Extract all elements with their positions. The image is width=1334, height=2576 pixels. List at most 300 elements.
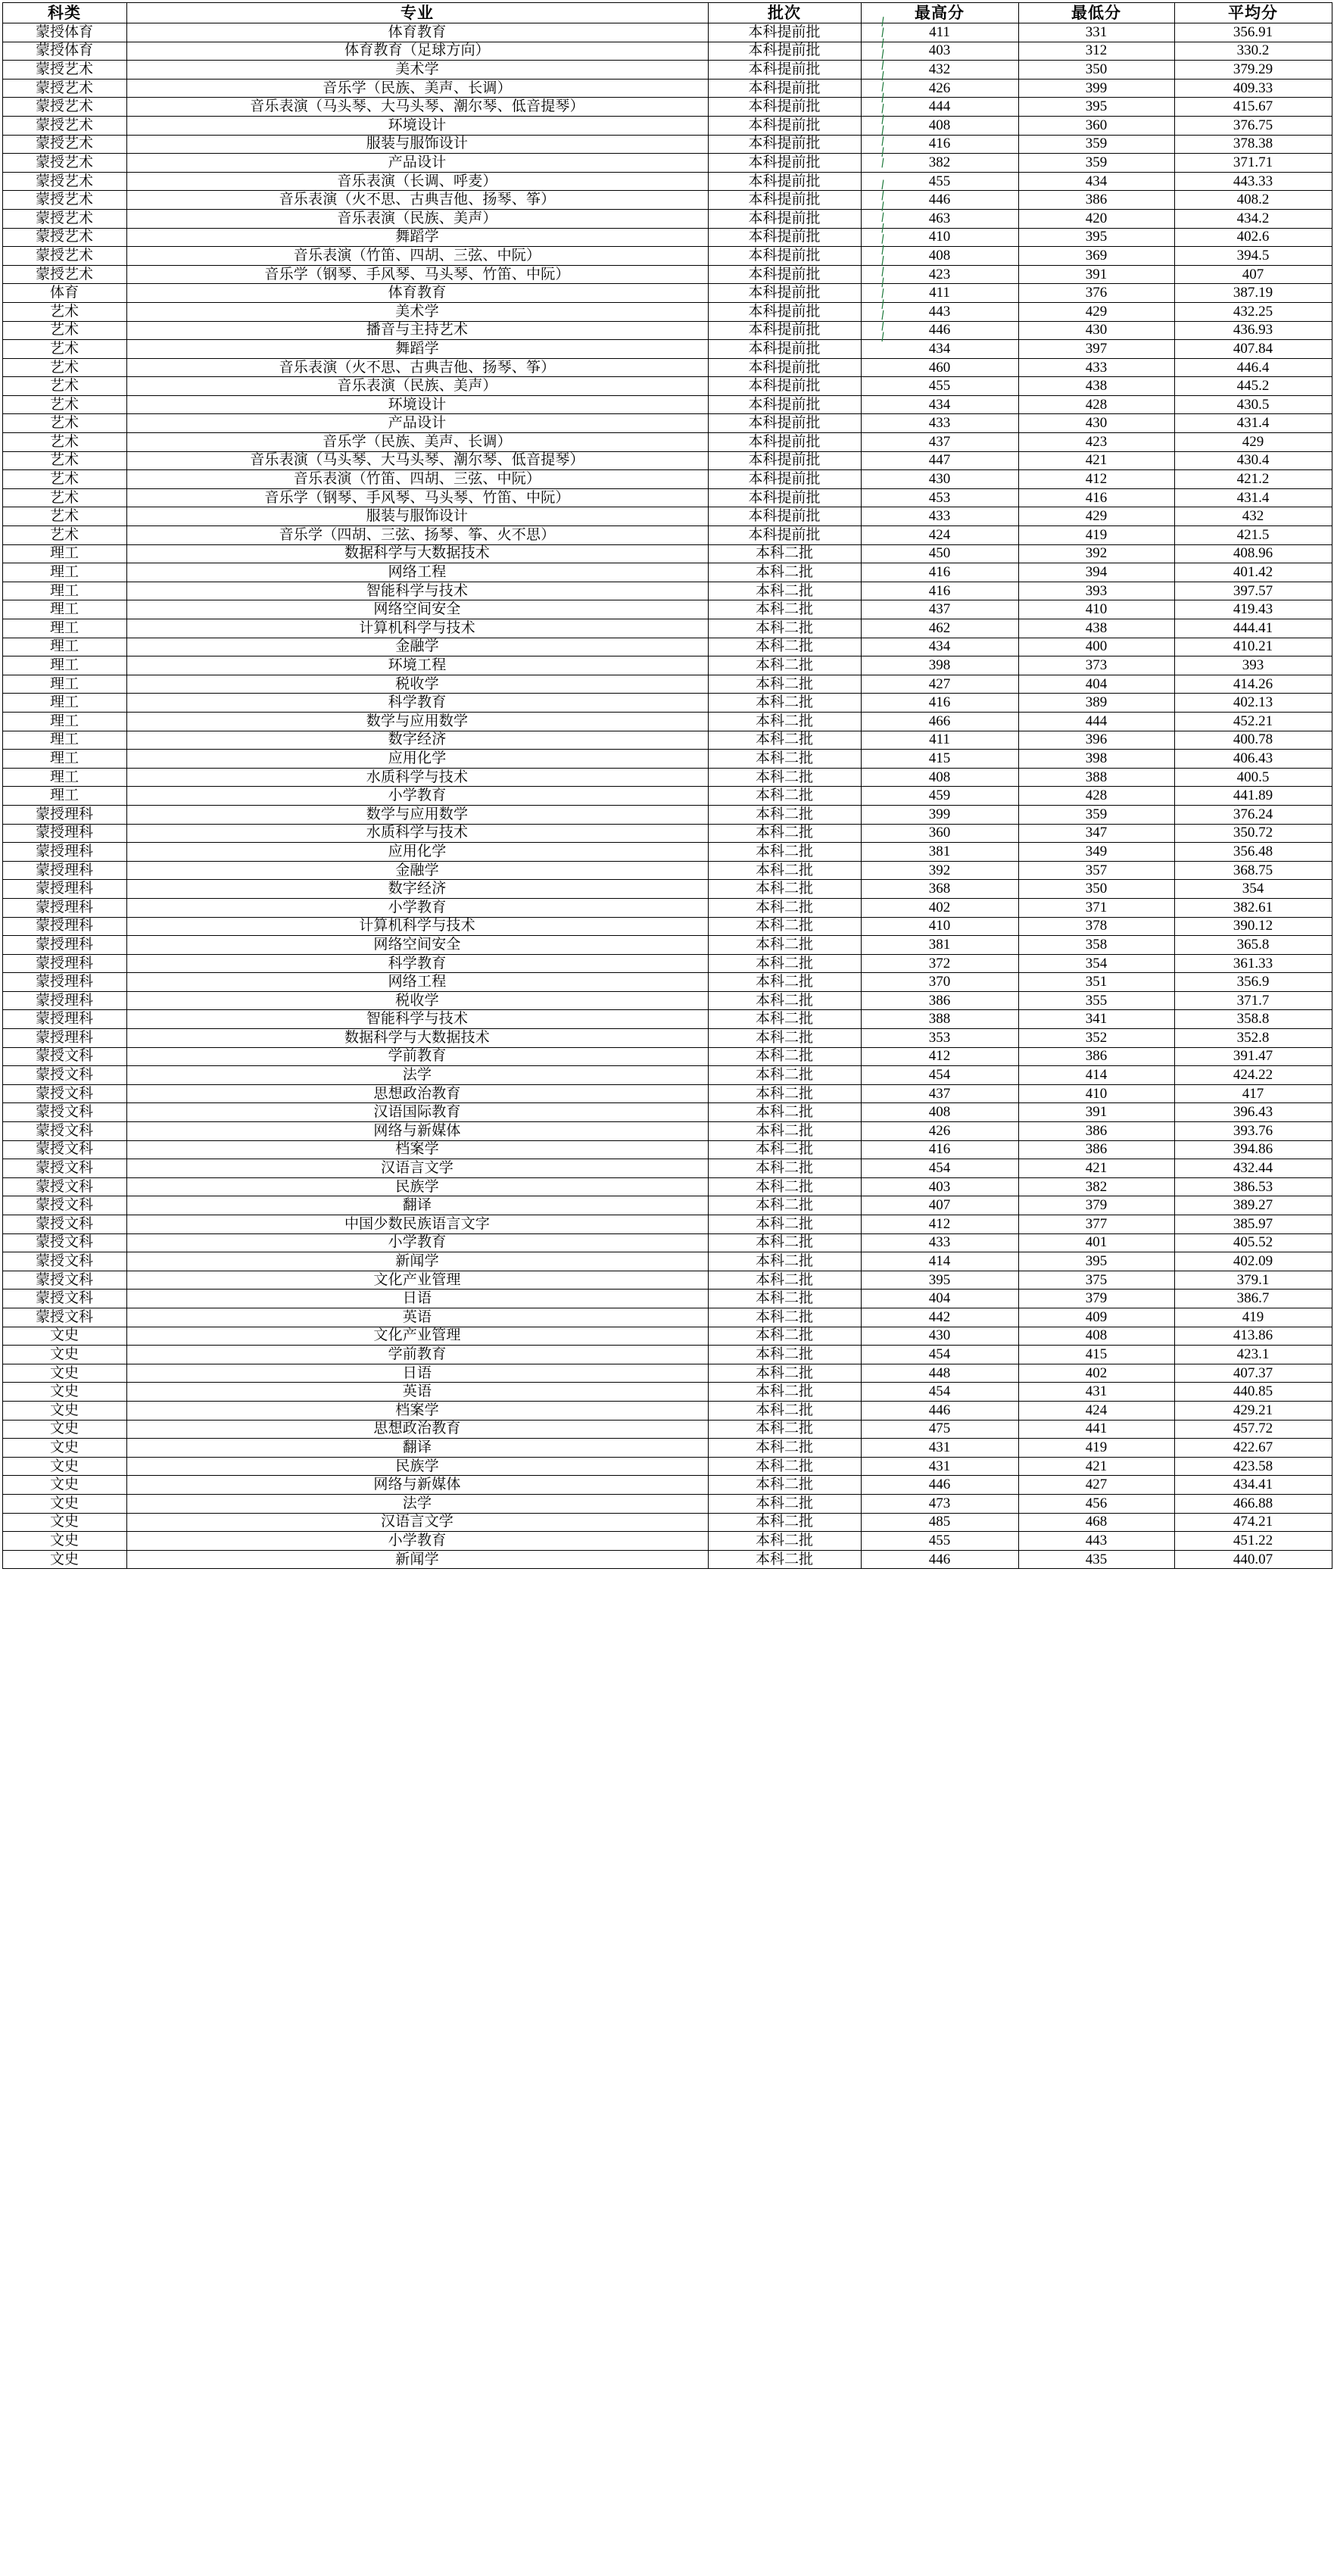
cell-min-score: 443 [1018, 1532, 1174, 1551]
cell-batch: 本科二批 [708, 768, 861, 787]
cell-batch: 本科提前批 [708, 507, 861, 526]
cell-batch: 本科提前批 [708, 154, 861, 173]
cell-batch: 本科提前批 [708, 42, 861, 61]
cell-min-score: 414 [1018, 1066, 1174, 1085]
cell-avg-score: 408.96 [1174, 544, 1332, 563]
cell-category: 艺术 [2, 302, 126, 321]
cell-max-score: 447 [861, 451, 1018, 470]
cell-batch: 本科二批 [708, 1122, 861, 1141]
cell-batch: 本科二批 [708, 973, 861, 992]
table-row [2, 1439, 1332, 1458]
cell-major: 音乐表演（火不思、古典吉他、扬琴、筝） [126, 358, 708, 377]
table-row [2, 1308, 1332, 1327]
cell-batch: 本科提前批 [708, 414, 861, 433]
cell-max-score: 433 [861, 414, 1018, 433]
cell-max-score: 407 [861, 1196, 1018, 1215]
cell-max-score: 404 [861, 1290, 1018, 1308]
cell-batch: 本科提前批 [708, 433, 861, 452]
cell-avg-score: 390.12 [1174, 917, 1332, 936]
cell-batch: 本科二批 [708, 936, 861, 955]
cell-category: 蒙授文科 [2, 1233, 126, 1252]
cell-min-score: 395 [1018, 1252, 1174, 1271]
cell-min-score: 421 [1018, 451, 1174, 470]
cell-major: 档案学 [126, 1140, 708, 1159]
cell-avg-score: 376.75 [1174, 116, 1332, 135]
cell-batch: 本科提前批 [708, 98, 861, 117]
cell-category: 蒙授艺术 [2, 247, 126, 266]
cell-min-score: 357 [1018, 861, 1174, 880]
cell-major: 民族学 [126, 1457, 708, 1476]
cell-max-score: 450 [861, 544, 1018, 563]
cell-avg-score: 394.86 [1174, 1140, 1332, 1159]
cell-avg-score: 422.67 [1174, 1439, 1332, 1458]
cell-category: 文史 [2, 1513, 126, 1532]
cell-batch: 本科二批 [708, 1550, 861, 1569]
table-row [2, 1122, 1332, 1141]
cell-min-score: 386 [1018, 1140, 1174, 1159]
cell-category: 蒙授理科 [2, 936, 126, 955]
cell-avg-score: 432.44 [1174, 1159, 1332, 1178]
cell-major: 音乐表演（火不思、古典吉他、扬琴、筝） [126, 191, 708, 210]
cell-batch: 本科提前批 [708, 135, 861, 154]
cell-category: 艺术 [2, 488, 126, 507]
cell-major: 网络工程 [126, 973, 708, 992]
table-row [2, 936, 1332, 955]
table-row [2, 395, 1332, 414]
table-row [2, 377, 1332, 396]
cell-category: 蒙授理科 [2, 861, 126, 880]
cell-max-score: 433 [861, 507, 1018, 526]
table-row [2, 768, 1332, 787]
cell-avg-score: 361.33 [1174, 954, 1332, 973]
table-row [2, 694, 1332, 713]
cell-max-score: 485 [861, 1513, 1018, 1532]
cell-min-score: 359 [1018, 805, 1174, 824]
cell-min-score: 359 [1018, 135, 1174, 154]
cell-batch: 本科二批 [708, 1252, 861, 1271]
cell-batch: 本科提前批 [708, 377, 861, 396]
cell-major: 产品设计 [126, 154, 708, 173]
cell-major: 日语 [126, 1290, 708, 1308]
cell-category: 蒙授文科 [2, 1308, 126, 1327]
cell-batch: 本科二批 [708, 917, 861, 936]
cell-min-score: 433 [1018, 358, 1174, 377]
cell-min-score: 399 [1018, 79, 1174, 98]
cell-category: 蒙授艺术 [2, 61, 126, 80]
table-row [2, 750, 1332, 769]
cell-major: 网络工程 [126, 563, 708, 582]
cell-major: 数学与应用数学 [126, 712, 708, 731]
cell-max-score: 459 [861, 787, 1018, 806]
cell-min-score: 395 [1018, 98, 1174, 117]
table-row [2, 1010, 1332, 1029]
cell-category: 蒙授理科 [2, 824, 126, 843]
table-row [2, 880, 1332, 899]
cell-max-score: 431 [861, 1457, 1018, 1476]
cell-major: 数据科学与大数据技术 [126, 1029, 708, 1048]
table-row [2, 135, 1332, 154]
cell-min-score: 391 [1018, 265, 1174, 284]
cell-batch: 本科二批 [708, 600, 861, 619]
cell-major: 文化产业管理 [126, 1327, 708, 1346]
cell-max-score: 434 [861, 340, 1018, 359]
cell-category: 蒙授理科 [2, 805, 126, 824]
cell-category: 理工 [2, 712, 126, 731]
cell-major: 学前教育 [126, 1047, 708, 1066]
table-row [2, 544, 1332, 563]
cell-max-score: 446 [861, 1476, 1018, 1495]
cell-major: 音乐学（钢琴、手风琴、马头琴、竹笛、中阮） [126, 488, 708, 507]
cell-min-score: 430 [1018, 321, 1174, 340]
cell-batch: 本科二批 [708, 638, 861, 656]
cell-max-score: 454 [861, 1066, 1018, 1085]
cell-max-score: 414 [861, 1252, 1018, 1271]
cell-batch: 本科二批 [708, 1047, 861, 1066]
cell-min-score: 416 [1018, 488, 1174, 507]
score-table-sheet [0, 2, 1334, 1569]
cell-avg-score: 391.47 [1174, 1047, 1332, 1066]
cell-major: 小学教育 [126, 1233, 708, 1252]
cell-avg-score: 394.5 [1174, 247, 1332, 266]
cell-major: 环境设计 [126, 116, 708, 135]
table-row [2, 172, 1332, 191]
cell-min-score: 423 [1018, 433, 1174, 452]
cell-max-score: 454 [861, 1383, 1018, 1402]
cell-batch: 本科二批 [708, 1066, 861, 1085]
cell-batch: 本科二批 [708, 1215, 861, 1234]
table-row [2, 1177, 1332, 1196]
cell-batch: 本科二批 [708, 880, 861, 899]
cell-category: 艺术 [2, 470, 126, 489]
cell-batch: 本科提前批 [708, 395, 861, 414]
cell-category: 蒙授艺术 [2, 172, 126, 191]
cell-avg-score: 431.4 [1174, 414, 1332, 433]
cell-batch: 本科二批 [708, 582, 861, 600]
cell-major: 音乐表演（马头琴、大马头琴、潮尔琴、低音提琴） [126, 451, 708, 470]
cell-min-score: 392 [1018, 544, 1174, 563]
table-row [2, 843, 1332, 862]
cell-avg-score: 368.75 [1174, 861, 1332, 880]
cell-avg-score: 393 [1174, 656, 1332, 675]
cell-category: 蒙授文科 [2, 1271, 126, 1290]
cell-major: 中国少数民族语言文字 [126, 1215, 708, 1234]
cell-category: 蒙授艺术 [2, 116, 126, 135]
table-row [2, 656, 1332, 675]
cell-avg-score: 432 [1174, 507, 1332, 526]
cell-max-score: 381 [861, 936, 1018, 955]
cell-major: 思想政治教育 [126, 1420, 708, 1439]
table-row [2, 526, 1332, 545]
cell-min-score: 359 [1018, 154, 1174, 173]
cell-max-score: 454 [861, 1346, 1018, 1364]
cell-min-score: 350 [1018, 61, 1174, 80]
table-row [2, 1103, 1332, 1122]
cell-avg-score: 408.2 [1174, 191, 1332, 210]
table-row [2, 302, 1332, 321]
cell-avg-score: 440.85 [1174, 1383, 1332, 1402]
cell-avg-score: 371.7 [1174, 991, 1332, 1010]
cell-max-score: 446 [861, 1550, 1018, 1569]
cell-avg-score: 356.48 [1174, 843, 1332, 862]
cell-major: 日语 [126, 1364, 708, 1383]
cell-avg-score: 386.7 [1174, 1290, 1332, 1308]
table-row [2, 731, 1332, 750]
cell-avg-score: 393.76 [1174, 1122, 1332, 1141]
cell-max-score: 408 [861, 247, 1018, 266]
cell-major: 翻译 [126, 1196, 708, 1215]
cell-avg-score: 400.78 [1174, 731, 1332, 750]
table-row [2, 1066, 1332, 1085]
cell-max-score: 381 [861, 843, 1018, 862]
cell-category: 蒙授艺术 [2, 154, 126, 173]
cell-avg-score: 387.19 [1174, 284, 1332, 303]
cell-category: 蒙授文科 [2, 1290, 126, 1308]
cell-avg-score: 417 [1174, 1084, 1332, 1103]
cell-avg-score: 440.07 [1174, 1550, 1332, 1569]
cell-avg-score: 379.1 [1174, 1271, 1332, 1290]
cell-batch: 本科二批 [708, 843, 861, 862]
cell-batch: 本科二批 [708, 1383, 861, 1402]
cell-min-score: 401 [1018, 1233, 1174, 1252]
cell-category: 艺术 [2, 358, 126, 377]
cell-min-score: 369 [1018, 247, 1174, 266]
cell-avg-score: 434.2 [1174, 209, 1332, 228]
cell-category: 蒙授文科 [2, 1215, 126, 1234]
cell-avg-score: 409.33 [1174, 79, 1332, 98]
cell-min-score: 396 [1018, 731, 1174, 750]
cell-min-score: 382 [1018, 1177, 1174, 1196]
cell-major: 法学 [126, 1066, 708, 1085]
cell-min-score: 420 [1018, 209, 1174, 228]
cell-category: 艺术 [2, 451, 126, 470]
cell-avg-score: 376.24 [1174, 805, 1332, 824]
cell-category: 艺术 [2, 433, 126, 452]
cell-batch: 本科二批 [708, 1010, 861, 1029]
cell-batch: 本科二批 [708, 898, 861, 917]
cell-batch: 本科二批 [708, 1327, 861, 1346]
cell-category: 蒙授理科 [2, 1029, 126, 1048]
cell-min-score: 421 [1018, 1457, 1174, 1476]
cell-max-score: 388 [861, 1010, 1018, 1029]
cell-major: 音乐学（民族、美声、长调） [126, 79, 708, 98]
cell-category: 蒙授理科 [2, 1010, 126, 1029]
table-row [2, 1327, 1332, 1346]
cell-major: 应用化学 [126, 843, 708, 862]
cell-min-score: 389 [1018, 694, 1174, 713]
cell-major: 美术学 [126, 302, 708, 321]
cell-batch: 本科二批 [708, 1233, 861, 1252]
cell-avg-score: 396.43 [1174, 1103, 1332, 1122]
table-row [2, 1140, 1332, 1159]
table-row [2, 191, 1332, 210]
cell-batch: 本科二批 [708, 712, 861, 731]
cell-category: 理工 [2, 675, 126, 694]
cell-batch: 本科二批 [708, 954, 861, 973]
table-row [2, 433, 1332, 452]
table-row [2, 1271, 1332, 1290]
cell-batch: 本科二批 [708, 1196, 861, 1215]
table-row [2, 488, 1332, 507]
cell-major: 英语 [126, 1383, 708, 1402]
cell-batch: 本科二批 [708, 991, 861, 1010]
cell-avg-score: 452.21 [1174, 712, 1332, 731]
cell-major: 新闻学 [126, 1550, 708, 1569]
cell-major: 汉语言文学 [126, 1513, 708, 1532]
table-row [2, 284, 1332, 303]
cell-batch: 本科二批 [708, 675, 861, 694]
cell-min-score: 435 [1018, 1550, 1174, 1569]
cell-batch: 本科二批 [708, 1532, 861, 1551]
cell-major: 科学教育 [126, 694, 708, 713]
cell-max-score: 426 [861, 79, 1018, 98]
cell-category: 蒙授文科 [2, 1252, 126, 1271]
cell-major: 舞蹈学 [126, 228, 708, 247]
cell-max-score: 446 [861, 191, 1018, 210]
cell-batch: 本科二批 [708, 1290, 861, 1308]
cell-min-score: 427 [1018, 1476, 1174, 1495]
cell-avg-score: 421.2 [1174, 470, 1332, 489]
cell-avg-score: 429.21 [1174, 1401, 1332, 1420]
cell-major: 网络空间安全 [126, 936, 708, 955]
cell-max-score: 402 [861, 898, 1018, 917]
cell-max-score: 372 [861, 954, 1018, 973]
cell-batch: 本科二批 [708, 1439, 861, 1458]
table-row [2, 1252, 1332, 1271]
cell-batch: 本科提前批 [708, 265, 861, 284]
cell-category: 理工 [2, 619, 126, 638]
cell-max-score: 434 [861, 638, 1018, 656]
cell-min-score: 371 [1018, 898, 1174, 917]
cell-batch: 本科二批 [708, 563, 861, 582]
cell-major: 新闻学 [126, 1252, 708, 1271]
cell-max-score: 416 [861, 563, 1018, 582]
cell-max-score: 408 [861, 768, 1018, 787]
cell-category: 理工 [2, 750, 126, 769]
cell-batch: 本科提前批 [708, 358, 861, 377]
cell-category: 艺术 [2, 340, 126, 359]
cell-max-score: 408 [861, 116, 1018, 135]
cell-batch: 本科二批 [708, 1401, 861, 1420]
cell-avg-score: 415.67 [1174, 98, 1332, 117]
cell-avg-score: 385.97 [1174, 1215, 1332, 1234]
cell-batch: 本科二批 [708, 1494, 861, 1513]
cell-max-score: 455 [861, 172, 1018, 191]
cell-category: 艺术 [2, 321, 126, 340]
cell-min-score: 379 [1018, 1290, 1174, 1308]
cell-major: 美术学 [126, 61, 708, 80]
cell-min-score: 358 [1018, 936, 1174, 955]
cell-batch: 本科二批 [708, 1271, 861, 1290]
cell-avg-score: 424.22 [1174, 1066, 1332, 1085]
cell-avg-score: 445.2 [1174, 377, 1332, 396]
table-row [2, 79, 1332, 98]
cell-avg-score: 419 [1174, 1308, 1332, 1327]
cell-min-score: 354 [1018, 954, 1174, 973]
cell-max-score: 475 [861, 1420, 1018, 1439]
cell-avg-score: 451.22 [1174, 1532, 1332, 1551]
cell-avg-score: 400.5 [1174, 768, 1332, 787]
cell-category: 蒙授文科 [2, 1084, 126, 1103]
cell-avg-score: 430.4 [1174, 451, 1332, 470]
cell-avg-score: 352.8 [1174, 1029, 1332, 1048]
cell-category: 文史 [2, 1346, 126, 1364]
cell-min-score: 429 [1018, 302, 1174, 321]
cell-major: 音乐表演（长调、呼麦） [126, 172, 708, 191]
cell-min-score: 386 [1018, 1122, 1174, 1141]
cell-avg-score: 446.4 [1174, 358, 1332, 377]
cell-max-score: 403 [861, 42, 1018, 61]
cell-batch: 本科二批 [708, 1103, 861, 1122]
cell-max-score: 416 [861, 582, 1018, 600]
table-row [2, 787, 1332, 806]
cell-major: 水质科学与技术 [126, 824, 708, 843]
cell-min-score: 331 [1018, 23, 1174, 42]
cell-avg-score: 405.52 [1174, 1233, 1332, 1252]
cell-category: 蒙授艺术 [2, 209, 126, 228]
table-row [2, 954, 1332, 973]
cell-min-score: 438 [1018, 619, 1174, 638]
header-row [2, 3, 1332, 23]
cell-batch: 本科提前批 [708, 302, 861, 321]
cell-avg-score: 443.33 [1174, 172, 1332, 191]
cell-major: 体育教育 [126, 284, 708, 303]
cell-batch: 本科二批 [708, 1457, 861, 1476]
table-row [2, 917, 1332, 936]
cell-max-score: 432 [861, 61, 1018, 80]
cell-batch: 本科提前批 [708, 526, 861, 545]
cell-avg-score: 421.5 [1174, 526, 1332, 545]
cell-max-score: 415 [861, 750, 1018, 769]
cell-avg-score: 358.8 [1174, 1010, 1332, 1029]
cell-batch: 本科二批 [708, 1476, 861, 1495]
cell-min-score: 373 [1018, 656, 1174, 675]
table-row [2, 1383, 1332, 1402]
cell-avg-score: 402.6 [1174, 228, 1332, 247]
cell-max-score: 411 [861, 284, 1018, 303]
cell-max-score: 408 [861, 1103, 1018, 1122]
cell-major: 小学教育 [126, 1532, 708, 1551]
cell-category: 理工 [2, 694, 126, 713]
cell-major: 翻译 [126, 1439, 708, 1458]
cell-min-score: 397 [1018, 340, 1174, 359]
cell-batch: 本科提前批 [708, 79, 861, 98]
cell-max-score: 399 [861, 805, 1018, 824]
table-row [2, 805, 1332, 824]
table-row [2, 61, 1332, 80]
cell-min-score: 391 [1018, 1103, 1174, 1122]
cell-max-score: 433 [861, 1233, 1018, 1252]
column-header-min-score: 最低分 [1018, 3, 1174, 23]
cell-max-score: 368 [861, 880, 1018, 899]
cell-max-score: 416 [861, 135, 1018, 154]
cell-batch: 本科提前批 [708, 209, 861, 228]
cell-min-score: 409 [1018, 1308, 1174, 1327]
cell-avg-score: 457.72 [1174, 1420, 1332, 1439]
cell-batch: 本科提前批 [708, 284, 861, 303]
cell-batch: 本科二批 [708, 656, 861, 675]
cell-major: 税收学 [126, 991, 708, 1010]
table-row [2, 712, 1332, 731]
cell-major: 思想政治教育 [126, 1084, 708, 1103]
cell-max-score: 360 [861, 824, 1018, 843]
cell-category: 体育 [2, 284, 126, 303]
cell-max-score: 442 [861, 1308, 1018, 1327]
cell-avg-score: 356.9 [1174, 973, 1332, 992]
cell-avg-score: 444.41 [1174, 619, 1332, 638]
table-row [2, 1550, 1332, 1569]
cell-max-score: 398 [861, 656, 1018, 675]
cell-category: 蒙授文科 [2, 1047, 126, 1066]
